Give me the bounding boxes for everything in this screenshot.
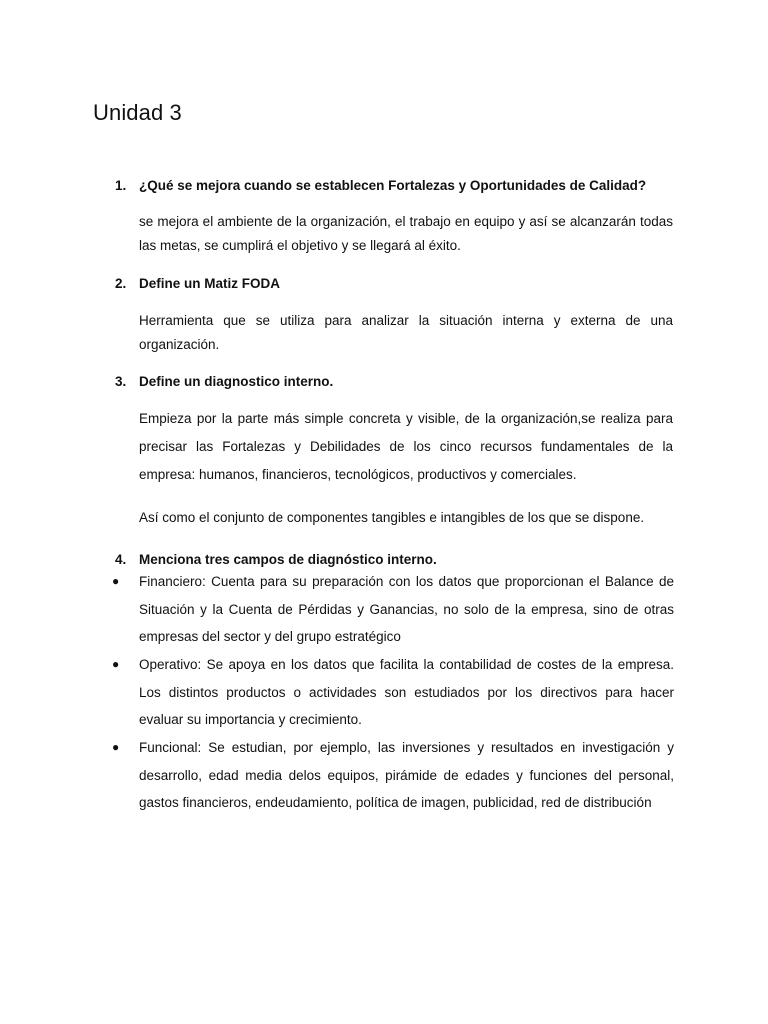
- question-3: [115, 374, 333, 389]
- question-3-number: 3.: [115, 374, 127, 389]
- question-1-text: ¿Qué se mejora cuando se establecen Fortalezas y Oportunidades de Calidad?: [139, 178, 647, 193]
- bullet-dot-icon: ●: [112, 657, 120, 671]
- answer-1: se mejora el ambiente de la organización, el trabajo en equipo y así se alcanzarán todas las metas, se cumplirá el objetivo y se llegará al éxito.: [139, 214, 673, 253]
- answer-2: Herramienta que se utiliza para analizar la situación interna y externa de una organización.: [139, 313, 673, 352]
- bullet-item-funcional: [112, 734, 674, 817]
- question-4-text: Menciona tres campos de diagnóstico interno.: [139, 552, 437, 567]
- bullet-text-operativo: Operativo: Se apoya en los datos que facilita la contabilidad de costes de la empresa. Los distintos productos o actividades son estudiados por los directivos para hacer evaluar su importancia y crecimiento.: [139, 657, 674, 727]
- bullet-text-funcional: Funcional: Se estudian, por ejemplo, las inversiones y resultados en investigación y desarrollo, edad media delos equipos, pirámide de edades y funciones del personal, gastos financieros, endeudamiento, política de imagen, publicidad, red de distribución: [139, 740, 674, 810]
- question-4-number: 4.: [115, 552, 127, 567]
- question-2: [115, 276, 280, 291]
- answer-3-continued: Así como el conjunto de componentes tangibles e intangibles de los que se dispone.: [139, 510, 645, 525]
- question-1: [115, 178, 646, 193]
- bullet-dot-icon: ●: [112, 574, 120, 588]
- question-1-number: 1.: [115, 178, 127, 193]
- question-2-text: Define un Matiz FODA: [139, 276, 280, 291]
- bullet-text-financiero: Financiero: Cuenta para su preparación con los datos que proporcionan el Balance de Situación y la Cuenta de Pérdidas y Ganancias, no solo de la empresa, sino de otras empresas del sector y del grupo estratégico: [139, 574, 674, 644]
- question-2-number: 2.: [115, 276, 127, 291]
- question-4: [115, 552, 437, 567]
- bullet-item-operativo: [112, 651, 674, 734]
- page-title: Unidad 3: [93, 100, 182, 125]
- answer-3: Empieza por la parte más simple concreta y visible, de la organización,se realiza para precisar las Fortalezas y Debilidades de los cinco recursos fundamentales de la empresa: humanos, financieros, tecnológicos, productivos y comerciales.: [139, 411, 673, 482]
- question-3-text: Define un diagnostico interno.: [139, 374, 334, 389]
- bullet-item-financiero: [112, 568, 674, 651]
- bullet-dot-icon: ●: [112, 740, 120, 754]
